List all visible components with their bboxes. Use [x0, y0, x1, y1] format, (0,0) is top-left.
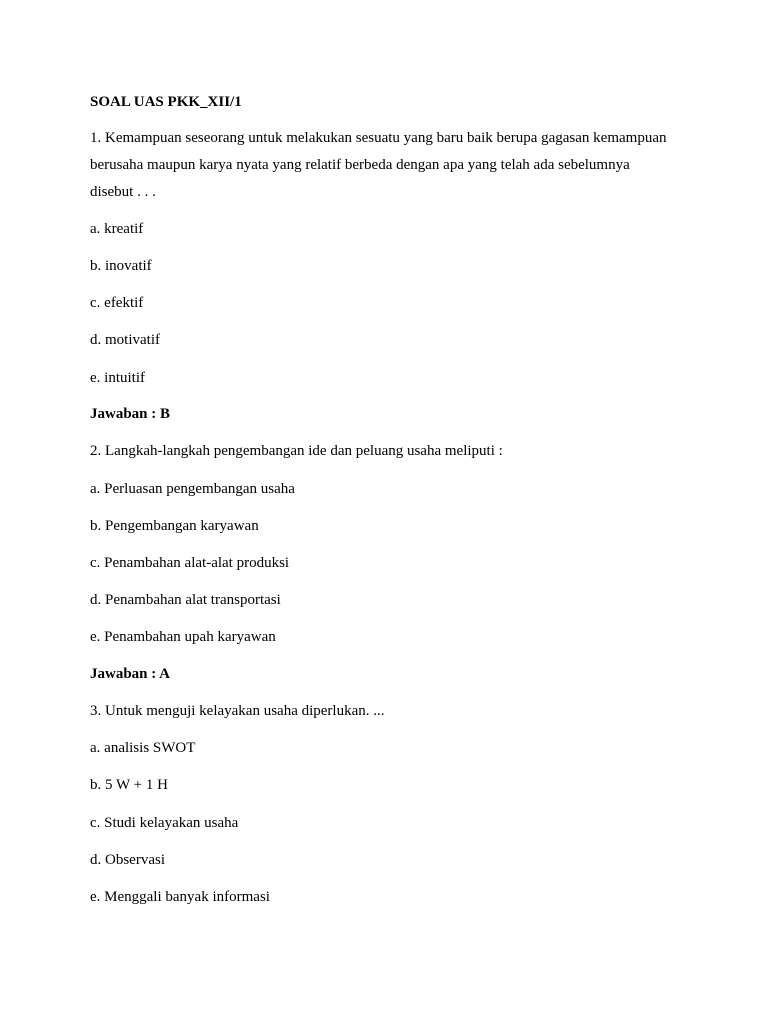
- question-2-option-e: e. Penambahan upah karyawan: [90, 629, 276, 645]
- question-3-option-a: a. analisis SWOT: [90, 740, 196, 756]
- question-1-option-c: c. efektif: [90, 295, 144, 311]
- question-2-option-c: c. Penambahan alat-alat produksi: [90, 555, 290, 571]
- question-3-option-c: c. Studi kelayakan usaha: [90, 815, 239, 831]
- question-2-answer: Jawaban : A: [90, 666, 171, 682]
- question-1-option-e: e. intuitif: [90, 370, 145, 386]
- question-3-option-d: d. Observasi: [90, 852, 165, 868]
- question-2-line-1: 2. Langkah-langkah pengembangan ide dan peluang usaha meliputi :: [90, 443, 503, 459]
- question-2-option-a: a. Perluasan pengembangan usaha: [90, 481, 295, 497]
- question-3-line-1: 3. Untuk menguji kelayakan usaha diperlukan. ...: [90, 703, 385, 719]
- question-1-option-b: b. inovatif: [90, 258, 152, 274]
- question-3-option-e: e. Menggali banyak informasi: [90, 889, 270, 905]
- question-2-option-b: b. Pengembangan karyawan: [90, 518, 259, 534]
- question-3-option-b: b. 5 W + 1 H: [90, 777, 168, 793]
- question-1-option-d: d. motivatif: [90, 332, 160, 348]
- question-1-option-a: a. kreatif: [90, 221, 144, 237]
- question-2-option-d: d. Penambahan alat transportasi: [90, 592, 281, 608]
- question-1-line-2: berusaha maupun karya nyata yang relatif berbeda dengan apa yang telah ada sebelumnya: [90, 157, 630, 173]
- question-1-line-3: disebut . . .: [90, 184, 156, 200]
- document-title: SOAL UAS PKK_XII/1: [90, 94, 242, 110]
- question-1-line-1: 1. Kemampuan seseorang untuk melakukan sesuatu yang baru baik berupa gagasan kemampuan: [90, 130, 667, 146]
- question-1-answer: Jawaban : B: [90, 406, 171, 422]
